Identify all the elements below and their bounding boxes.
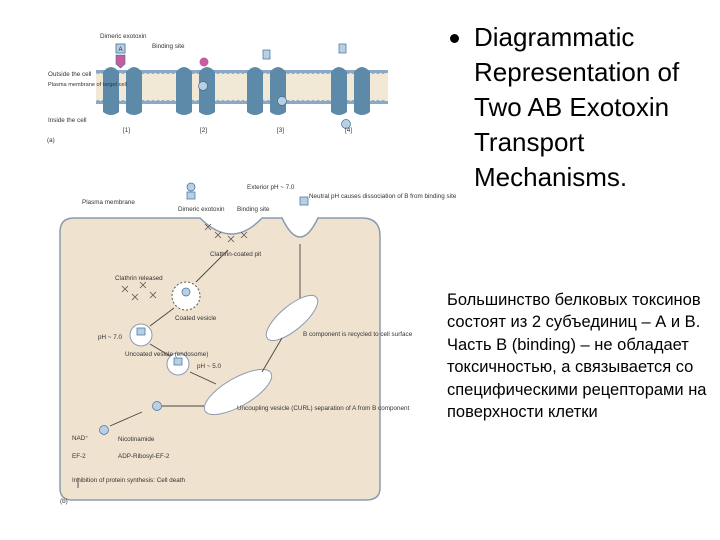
bullet-dot-icon [450,34,459,43]
label-clathrin-pit: Clathrin-coated pit [210,251,262,258]
label-outside: Outside the cell [48,71,92,78]
label-exterior-ph: Exterior pH ~ 7.0 [247,184,295,191]
step-label-4: [4] [345,127,353,134]
label-coated-vesicle: Coated vesicle [175,315,217,322]
label-ph-5: pH ~ 5.0 [197,363,221,370]
label-b-recycled: B component is recycled to cell surface [303,331,413,338]
label-dimeric-exotoxin-b: Dimeric exotoxin [178,206,225,213]
label-inhibition: Inhibition of protein synthesis: Cell death [72,477,186,484]
label-adp-ribosyl: ADP-Ribosyl-EF-2 [118,453,170,460]
label-uncoupling: Uncoupling vesicle (CURL) separation of A from B component [237,405,410,412]
label-nicotinamide: Nicotinamide [118,436,155,443]
label-neutral-ph: Neutral pH causes dissociation of B from binding site [309,193,457,200]
cell-body [60,218,380,500]
step-label-3: [3] [277,127,285,134]
label-ph-7: pH ~ 7.0 [98,334,122,341]
label-clathrin-released: Clathrin released [115,275,163,282]
label-uncoated-vesicle: Uncoated vesicle (endosome) [125,351,209,358]
slide-body-text: Большинство белковых токсинов состоят из 2 субъединиц – А и В. Часть B (binding) – не обладает токсичностью, а связывается со специфическими рецепторами на поверхности клетки [447,291,707,422]
label-ef2: EF-2 [72,453,86,460]
panel-label-b: (b) [60,498,68,505]
label-plasma-membrane-b: Plasma membrane [82,199,135,206]
label-binding-site-b: Binding site [237,206,270,213]
label-plasma-membrane: Plasma membrane of target cell [48,82,127,88]
label-dimeric-exotoxin: Dimeric exotoxin [100,33,147,40]
label-binding-site: Binding site [152,43,185,50]
panel-label-a: (a) [47,137,55,144]
svg-text:A: A [118,47,123,53]
slide-title-bullet: Diagrammatic Representation of Two AB Exotoxin Transport Mechanisms. [474,22,680,192]
bullet-block [450,20,710,195]
step-label-1: [1] [123,127,131,134]
step-label-2: [2] [200,127,208,134]
label-nad: NAD⁺ [72,435,89,442]
label-inside: Inside the cell [48,117,87,124]
